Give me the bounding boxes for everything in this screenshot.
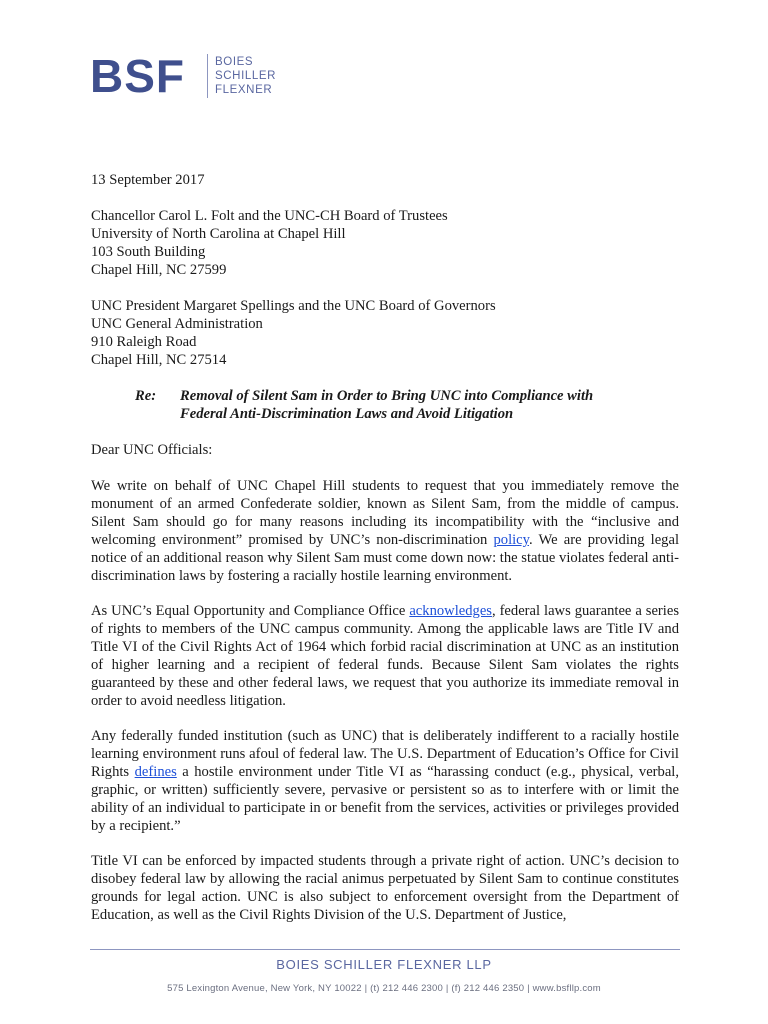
paragraph-text: . We are providing legal notice of an additional reason why Silent Sam must come down now: the statue violates federal anti-discrimination laws by fostering a racially hostile learning environment. <box>91 532 679 584</box>
logo-divider <box>207 54 208 98</box>
paragraph-text: As UNC’s Equal Opportunity and Compliance Office <box>91 603 410 619</box>
footer-firm-name: BOIES SCHILLER FLEXNER LLP <box>276 957 492 972</box>
subject-text: Federal Anti-Discrimination Laws and Avoid Litigation <box>180 406 514 422</box>
salutation: Dear UNC Officials: <box>91 442 213 458</box>
address-line: UNC President Margaret Spellings and the UNC Board of Governors <box>91 298 496 314</box>
subject-line <box>91 387 679 423</box>
policy-link[interactable]: policy <box>493 532 530 548</box>
paragraph-2 <box>91 602 679 710</box>
letter-date: 13 September 2017 <box>91 172 205 188</box>
subject-label: Re: <box>135 388 157 404</box>
recipient-block-2 <box>91 297 679 369</box>
paragraph-text: , federal laws guarantee a series of rights to members of the UNC campus community. Among the applicable laws are Title IV and Title VI of the Civil Rights Act of 1964 which forbid racial discrimination at UNC as an institution of higher learning and a recipient of federal funds. Because Silent Sam violates the rights guaranteed by these and other federal laws, we request that you authorize its immediate removal in order to avoid needless litigation. <box>91 603 679 709</box>
letter-body <box>91 171 679 941</box>
address-line: Chancellor Carol L. Folt and the UNC-CH Board of Trustees <box>91 208 448 224</box>
footer-divider <box>90 949 680 950</box>
paragraph-text: a hostile environment under Title VI as “harassing conduct (e.g., physical, verbal, graphic, or written) sufficiently severe, pervasive or persistent so as to interfere with or limit the ability of an individual to participate in or benefit from the services, activities or privileges provided by a recipient.” <box>91 764 680 834</box>
paragraph-4: Title VI can be enforced by impacted students through a private right of action. UNC’s decision to disobey federal law by allowing the racial animus perpetuated by Silent Sam to continue constitutes grounds for legal action. UNC is also subject to enforcement oversight from the Department of Education, as well as the Civil Rights Division of the U.S. Department of Justice, <box>91 853 679 923</box>
logo-word: SCHILLER <box>215 70 277 82</box>
recipient-block-1 <box>91 207 679 279</box>
address-line: 103 South Building <box>91 244 206 260</box>
paragraph-text: Any federally funded institution (such as UNC) that is deliberately indifferent to a racially hostile learning environment runs afoul of federal law. The U.S. Department of Education’s Office for Civil Rights <box>91 728 679 780</box>
paragraph-text: We write on behalf of UNC Chapel Hill students to request that you immediately remove the monument of an armed Confederate soldier, known as Silent Sam, from the middle of campus. Silent Sam should go for many reasons including its incompatibility with the “inclusive and welcoming environment” promised by UNC’s non-discrimination <box>91 478 679 548</box>
logo-word: BOIES <box>215 56 254 68</box>
paragraph-3 <box>91 727 679 835</box>
address-line: Chapel Hill, NC 27599 <box>91 262 227 278</box>
paragraph-1 <box>91 477 679 585</box>
address-line: UNC General Administration <box>91 316 263 332</box>
address-line: Chapel Hill, NC 27514 <box>91 352 227 368</box>
acknowledges-link[interactable]: acknowledges <box>409 603 492 619</box>
footer-address: 575 Lexington Avenue, New York, NY 10022 | (t) 212 446 2300 | (f) 212 446 2350 | www.bsfllp.com <box>167 983 601 994</box>
logo-word: FLEXNER <box>215 84 273 96</box>
logo-wordmark <box>215 55 276 97</box>
defines-link[interactable]: defines <box>134 764 177 780</box>
logo-mark: BSF <box>90 50 185 102</box>
address-line: 910 Raleigh Road <box>91 334 197 350</box>
address-line: University of North Carolina at Chapel Hill <box>91 226 346 242</box>
subject-text: Removal of Silent Sam in Order to Bring UNC into Compliance with <box>180 388 594 404</box>
